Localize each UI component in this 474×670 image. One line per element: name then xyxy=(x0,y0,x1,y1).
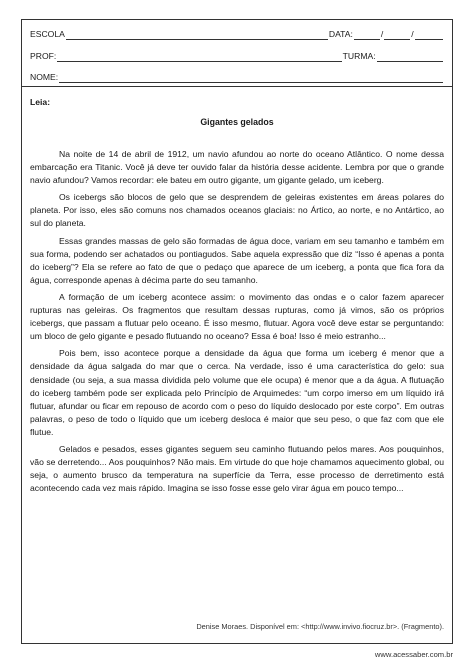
paragraph: Pois bem, isso acontece porque a densidade da água que forma um iceberg é menor que a densidade da água salgada do mar que o cerca. Na verdade, isso é uma característica do gelo: sua densidade (ou seja, a sua massa dividida pelo volume que ele ocupa) é menor que a da água. A flutuação do iceberg também pode ser explicada pelo Princípio de Arquimedes: “um corpo imerso em um líquido irá flutuar, afundar ou ficar em repouso de acordo com o peso do líquido deslocado por este corpo”. Em outras palavras, o peso de todo o líquido que um iceberg desloca é maior que seu peso, o que faz com que ele flutue. xyxy=(30,348,444,437)
school-label: ESCOLA xyxy=(30,29,65,39)
source-citation: Denise Moraes. Disponível em: <http://www.invivo.fiocruz.br>. (Fragmento). xyxy=(196,622,444,631)
date-label: DATA: xyxy=(328,29,353,39)
date-day-field[interactable] xyxy=(354,30,380,40)
text-title: Gigantes gelados xyxy=(200,117,274,127)
school-field[interactable] xyxy=(66,30,328,40)
teacher-field[interactable] xyxy=(57,52,341,62)
article-body xyxy=(30,148,444,499)
name-field[interactable] xyxy=(59,73,443,83)
worksheet xyxy=(21,19,453,644)
paragraph: Na noite de 14 de abril de 1912, um navio afundou ao norte do oceano Atlântico. O nome dessa embarcação era Titanic. Você já deve ter ouvido falar da história desse acidente. Lembra por que o grande navio afundou? Vamos recordar: ele bateu em outro gigante, um gigante gelado, um iceberg. xyxy=(30,149,444,186)
name-label: NOME: xyxy=(30,72,59,82)
date-separator: / xyxy=(411,29,414,39)
date-year-field[interactable] xyxy=(415,30,443,40)
footer-website: www.acessaber.com.br xyxy=(374,650,453,659)
header-divider xyxy=(22,86,452,87)
class-field[interactable] xyxy=(377,52,443,62)
class-label: TURMA: xyxy=(342,51,376,61)
teacher-line xyxy=(30,50,444,62)
teacher-label: PROF: xyxy=(30,51,57,61)
paragraph: Os icebergs são blocos de gelo que se desprendem de geleiras existentes em áreas polares do planeta. Por isso, eles são comuns nos chamados oceanos glaciais: no Ártico, ao norte, e no Antártico, ao sul do planeta. xyxy=(30,192,444,229)
school-line xyxy=(30,28,444,40)
name-line xyxy=(30,71,444,83)
date-separator: / xyxy=(380,29,384,39)
paragraph: A formação de um iceberg acontece assim: o movimento das ondas e o calor fazem aparecer rupturas nas geleiras. Os fragmentos que resultam dessas rupturas, como já vimos, são os próprios icebergs, que passam a flutuar pelo oceano. É isso mesmo, flutuar. Agora você deve estar se perguntando: um bloco de gelo gigante e pesado flutuando no oceano? Essa é boa! Isso é meio estranho... xyxy=(30,291,444,342)
paragraph: Gelados e pesados, esses gigantes seguem seu caminho flutuando pelos mares. Aos pouquinhos, vão se derretendo... Aos pouquinhos? Não mais. Em virtude do que hoje chamamos aquecimento global, ou seja, o aumento brusco da temperatura na superfície da Terra, esse processo de derretimento está acontecendo cada vez mais rápido. Imagina se isso fosse esse gelo virar água em pouco tempo... xyxy=(30,443,444,494)
date-month-field[interactable] xyxy=(384,30,410,40)
read-instruction: Leia: xyxy=(30,97,51,107)
paragraph: Essas grandes massas de gelo são formadas de água doce, variam em seu tamanho e também em sua forma, podendo ser achatados ou pontiagudos. Sabe aquela expressão que diz “Isso é apenas a ponta do iceberg”? Ela se refere ao fato de que o pedaço que aparece de um iceberg, a ponta que fica fora da água, corresponde apenas à décima parte do seu tamanho. xyxy=(30,235,444,285)
